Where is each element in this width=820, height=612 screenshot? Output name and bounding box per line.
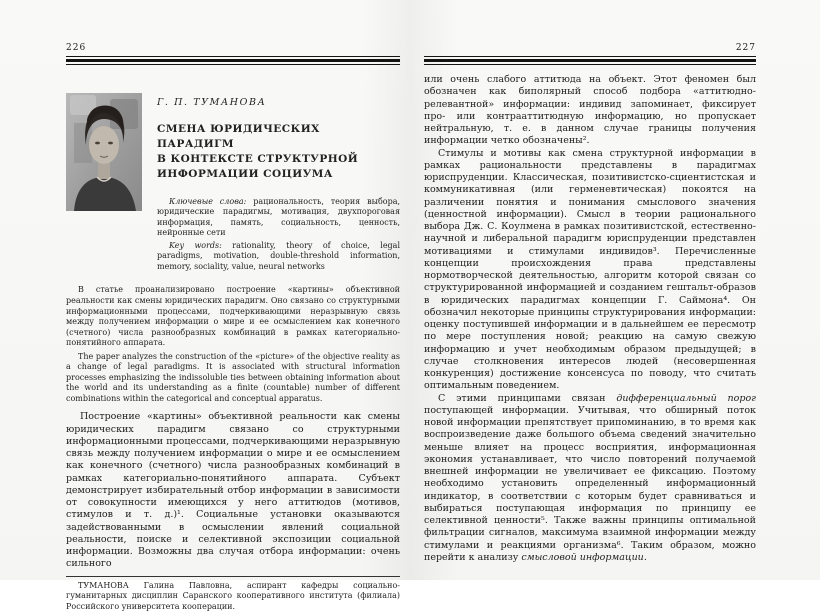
body-paragraph: Стимулы и мотивы как смена структурной информации в рамках рациональности представлены в парадигмах юриспруденции. Классическая, позитивистско-сциентистская и коммуникативная (или герменевтическая) покоятся на различении понятия и понимания смыслового значения (ценностной информации). Смысл в теории рационального выбора Дж. С. Коулмена в рамках позитивистской, естественно-научной и либеральной парадигм юриспруденции представлен мотивациями и стимулами индивидов³. Перечисленные концепции происхождения права представлены нормотворческой деятельностью, алгоритм которой связан со структурированной информацией и созданием гештальт-образов в юридических парадигмах концепции Г. Саймона⁴. Он обозначил некоторые принципы структурирования информации: оценку поступившей информации и в дальнейшем ее пересмотр по мере поступления новой; реакцию на самую свежую информацию и учет необходимым образом предыдущей; в случае столкновения интересов людей (несовершенная конкуренция) достижение консенсуса по поводу, что считать оптимальным поведением. <box>424 147 756 392</box>
keywords-block <box>157 197 400 273</box>
article-title-line: ИНФОРМАЦИИ СОЦИУМА <box>157 167 333 180</box>
author-name: Г. П. ТУМАНОВА <box>157 97 267 108</box>
keywords-ru <box>157 197 400 239</box>
body-paragraph: Построение «картины» объективной реальности как смены юридических парадигм связано со структурными информационными процессами, подчеркивающими неразрывную связь между получением информации о мире и ее осмыслением как конечного (счетного) числа разнообразных комбинаций в рамках категориально-понятийного аппарата. Субъект демонстрирует избирательный отбор информации в зависимости от совокупности имеющихся у него аттитюдов (мотивов, стимулов и т. д.)¹. Социальные установки оказываются задействованными в осмыслении явлений социальной реальности, поиске и селективной экспозиции социальной информации. Возможны два случая отбора информации: очень сильного <box>66 411 400 570</box>
abstract-paragraph: The paper analyzes the construction of the «picture» of the objective reality as a change of legal paradigms. It is associated with structural information processes emphasizing the indissoluble ties between obtaining information about the world and its understanding as a finite (countable) number of different combinations within the categorical and conceptual apparatus. <box>66 351 400 403</box>
author-block <box>66 93 400 274</box>
keywords-en-label: Key words: <box>169 240 222 250</box>
footnote-block <box>66 576 400 612</box>
keywords-en-text: rationality, theory of choice, legal paradigms, motivation, double-threshold information, memory, sociality, value, neural networks <box>157 240 400 271</box>
article-title <box>157 122 400 182</box>
article-title-line: СМЕНА ЮРИДИЧЕСКИХ ПАРАДИГМ <box>157 123 320 150</box>
page-number-right: 227 <box>735 43 756 53</box>
body-paragraph: С этими принципами связан дифференциальный порог поступающей информации. Учитывая, что обширный поток новой информации препятствует припоминанию, в то время как воспроизведение даже большого объема сведений значительно меньше влияет на процесс восприятия, информационная экономия устанавливает, что число повторений получаемой внешней информации не увеличивает ее фиксацию. Поэтому необходимо установить определенный информационный индикатор, в соответствии с которым будет сравниваться и выбираться поступающая информация по принципу ее селективной ценности⁵. Также важны принципы оптимальной фильтрации сигналов, максимума взаимной информации между стимулами и реакциями организма⁶. Таким образом, можно перейти к анализу смысловой информации. <box>424 392 756 563</box>
keywords-ru-label: Ключевые слова: <box>169 196 247 206</box>
keywords-en <box>157 241 400 273</box>
body-text-right <box>424 74 756 564</box>
keywords-ru-text: рациональность, теория выбора, юридические парадигмы, мотивация, двухпороговая информация, память, социальность, ценность, нейронные сети <box>157 196 401 238</box>
footnote-text: ТУМАНОВА Галина Павловна, аспирант кафедры социально-гуманитарных дисциплин Саранского кооперативного института (филиала) Российского университета кооперации. <box>66 580 400 611</box>
header-rule-right <box>424 56 756 65</box>
page-right <box>424 44 756 564</box>
body-paragraph: или очень слабого аттитюда на объект. Этот феномен был обозначен как биполярный способ подбора «аттитюдно-релевантной» информации: индивид запоминает, фиксирует про- или контрааттитюдную информацию, но пропускает нейтральную, т. е. в данном случае границы получения информации четко обозначены². <box>424 74 756 147</box>
abstract-paragraph: В статье проанализировано построение «картины» объективной реальности как смены юридических парадигм. Оно связано со структурными информационными процессами, подчеркивающими неразрывную связь между получением информации о мире и ее осмыслением как конечного (счетного) числа разнообразных комбинаций в рамках категориально-понятийного аппарата. <box>66 285 400 348</box>
author-heading-column <box>157 93 400 274</box>
page-number-left: 226 <box>66 43 87 53</box>
body-text-left <box>66 411 400 570</box>
page-left <box>66 44 400 612</box>
article-title-line: В КОНТЕКСТЕ СТРУКТУРНОЙ <box>157 152 359 165</box>
author-photo <box>66 93 142 211</box>
abstract-block <box>66 285 400 404</box>
header-rule-left <box>66 56 400 65</box>
